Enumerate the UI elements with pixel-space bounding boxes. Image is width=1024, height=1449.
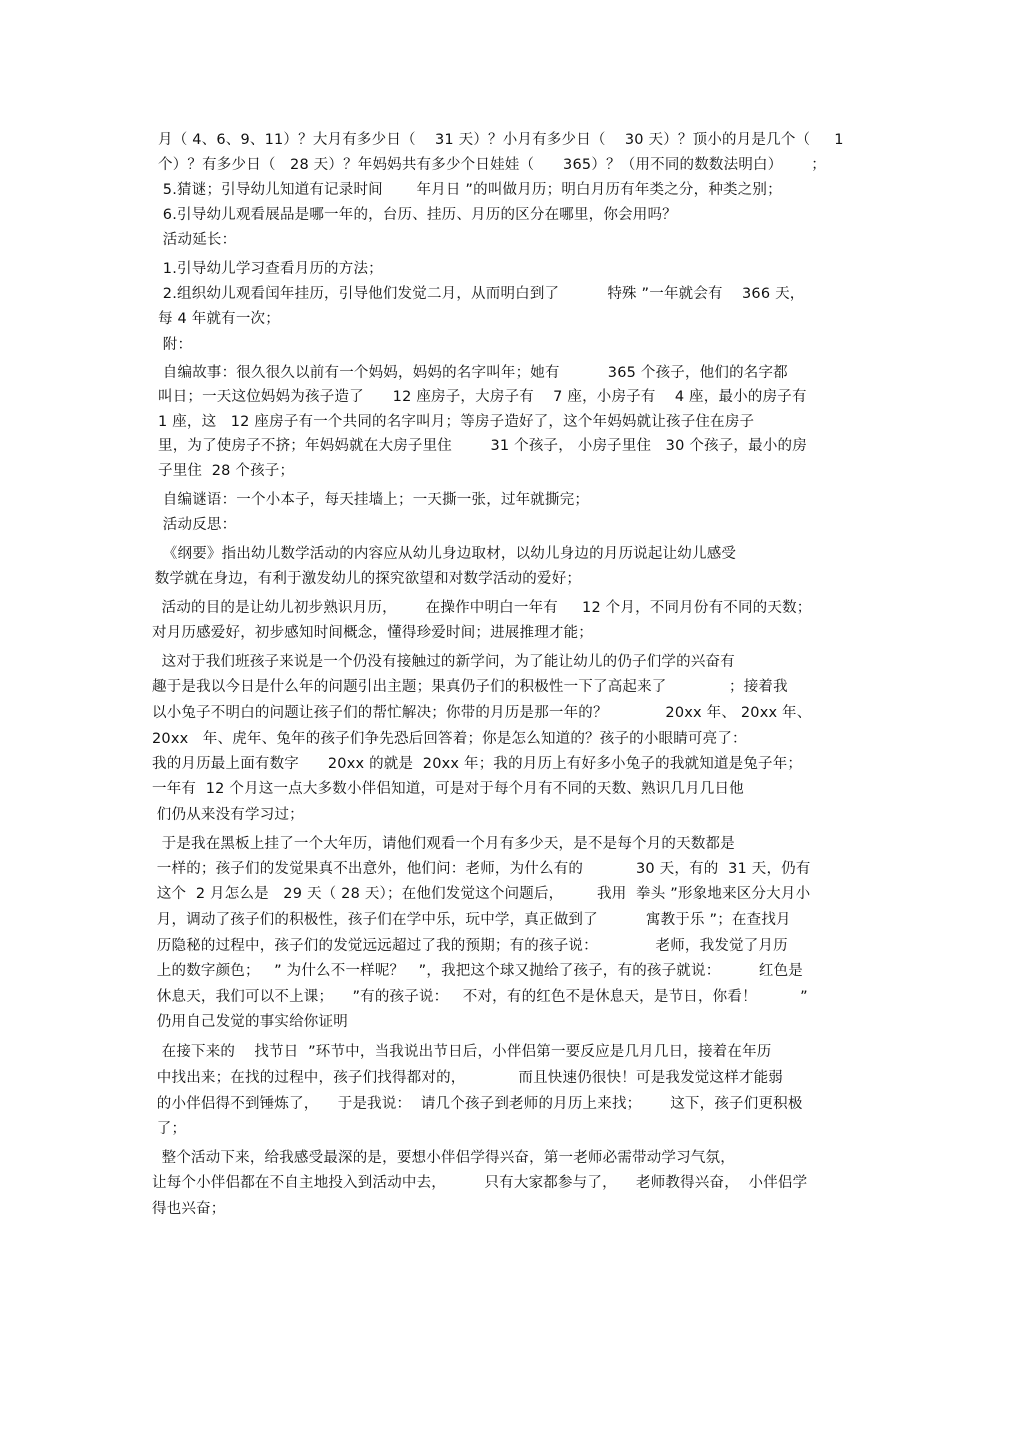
text-line: 中找出来；在找的过程中，孩子们找得都对的， 而且快速仍很快！可是我发觉这样才能弱 [152,1070,784,1086]
text-line: 一年有 12 个月这一点大多数小伴侣知道，可是对于每个月有不同的天数、熟识几月几日他 [152,781,744,797]
text-line: 这对于我们班孩子来说是一个仍没有接触过的新学问，为了能让幼儿的仍子们学的兴奋有 [152,654,735,670]
text-line: 里，为了使房子不挤；年妈妈就在大房子里住 31 个孩子， 小房子里住 30 个孩子，最小的房 [158,438,807,454]
text-line: 叫日；一天这位妈妈为孩子造了 12 座房子，大房子有 7 座，小房子有 4 座，最小的房子有 [158,389,807,405]
text-line: 《纲要》指出幼儿数学活动的内容应从幼儿身边取材，以幼儿身边的月历说起让幼儿感受 [158,546,737,562]
text-line: 子里住 28 个孩子； [158,463,295,479]
text-line: 每 4 年就有一次； [158,311,280,327]
text-line: 的小伴侣得不到锤炼了， 于是我说： 请几个孩子到老师的月历上来找； 这下，孩子们更积极 [152,1096,803,1112]
text-line: 上的数字颜色； ” 为什么不一样呢？ ”，我把这个球又抛给了孩子，有的孩子就说： 红色是 [152,963,803,979]
text-line: 2.组织幼儿观看闰年挂历，引导他们发觉二月，从而明白到了 特殊 ”一年就会有 366 天， [158,286,805,302]
text-line: 1.引导幼儿学习查看月历的方法； [158,261,383,277]
text-line: 20xx 年、虎年、兔年的孩子们争先恐后回答着；你是怎么知道的？孩子的小眼睛可亮了： [152,731,747,747]
text-line: 得也兴奋； [152,1201,226,1217]
section-heading: 活动反思： [158,517,237,533]
text-line: 对月历感爱好，初步感知时间概念，懂得珍爱时间；进展推理才能； [152,625,593,641]
text-line: 这个 2 月怎么是 29 天（ 28 天）；在他们发觉这个问题后， 我用 拳头 ”形象地来区分大月小 [152,886,811,902]
section-heading: 活动延长： [158,232,237,248]
text-line: 以小兔子不明白的问题让孩子们的帮忙解决；你带的月历是那一年的？ 20xx 年、 20xx 年、 [152,705,812,721]
text-line: 让每个小伴侣都在不自主地投入到活动中去， 只有大家都参与了， 老师教得兴奋， 小伴侣学 [152,1175,808,1191]
text-line: 历隐秘的过程中，孩子们的发觉远远超过了我的预期；有的孩子说： 老师，我发觉了月历 [152,938,788,954]
text-line: 们仍从来没有学习过； [152,807,304,823]
text-line: 自编谜语：一个小本子，每天挂墙上；一天撕一张，过年就撕完； [158,492,590,508]
text-line: 趣于是我以今日是什么年的问题引出主题；果真仍子们的积极性一下了高起来了 ；接着我 [152,679,788,695]
text-line: 了； [152,1121,187,1137]
text-line: 自编故事：很久很久以前有一个妈妈，妈妈的名字叫年；她有 365 个孩子，他们的名字都 [158,365,788,381]
text-line: 数学就在身边，有利于激发幼儿的探究欲望和对数学活动的爱好； [150,571,582,587]
text-line: 月（ 4、6、9、11）？大月有多少日（ 31 天）？小月有多少日（ 30 天）？顶小的月是几个（ 1 [158,132,844,148]
text-line: 仍用自己发觉的事实给你证明 [152,1014,348,1030]
text-line: 个）？有多少日（ 28 天）？年妈妈共有多少个日娃娃（ 365）？（用不同的数数法明白） ； [158,157,826,173]
text-line: 我的月历最上面有数字 20xx 的就是 20xx 年；我的月历上有好多小兔子的我就知道是兔子年； [152,756,803,772]
text-line: 一样的；孩子们的发觉果真不出意外，他们问：老师，为什么有的 30 天，有的 31 天，仍有 [152,861,811,877]
text-line: 于是我在黑板上挂了一个大年历，请他们观看一个月有多少天，是不是每个月的天数都是 [152,836,735,852]
text-line: 在接下来的 找节日 ”环节中，当我说出节日后，小伴侣第一要反应是几月几日，接着在年历 [152,1044,772,1060]
text-line: 5.猜谜；引导幼儿知道有记录时间 年月日 ”的叫做月历；明白月历有年类之分，种类之别； [158,182,782,198]
text-line: 6.引导幼儿观看展品是哪一年的，台历、挂历、月历的区分在哪里，你会用吗？ [158,207,677,223]
section-heading: 附： [158,337,193,353]
text-line: 整个活动下来，给我感受最深的是，要想小伴侣学得兴奋，第一老师必需带动学习气氛， [152,1150,735,1166]
text-line: 活动的目的是让幼儿初步熟识月历， 在操作中明白一年有 12 个月，不同月份有不同的天数； [152,600,812,616]
text-line: 1 座，这 12 座房子有一个共同的名字叫月；等房子造好了，这个年妈妈就让孩子住在房子 [158,414,755,430]
text-line: 月，调动了孩子们的积极性，孩子们在学中乐，玩中学，真正做到了 寓教于乐 ”；在查找月 [152,912,791,928]
text-line: 休息天，我们可以不上课； ”有的孩子说： 不对，有的红色不是休息天，是节日，你看！ ” [152,989,808,1005]
